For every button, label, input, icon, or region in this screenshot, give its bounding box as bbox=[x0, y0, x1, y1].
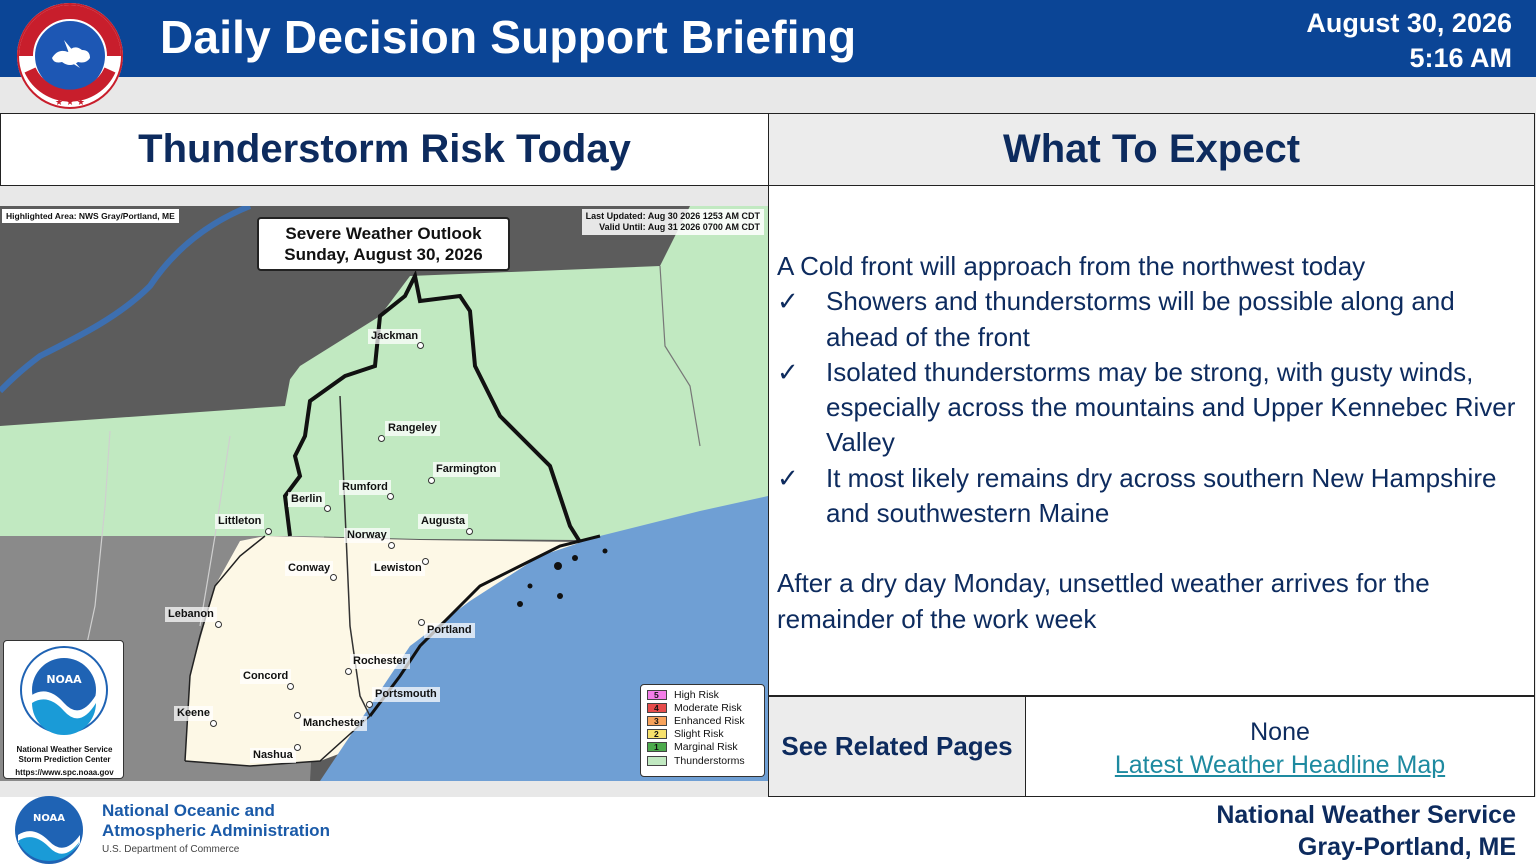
noaa-seal-icon bbox=[19, 645, 109, 735]
outlook-title-box bbox=[257, 217, 510, 271]
outlook-title-line1: Severe Weather Outlook bbox=[285, 224, 482, 243]
footer bbox=[0, 797, 1536, 864]
noaa-name bbox=[102, 801, 330, 841]
city-dot bbox=[287, 683, 294, 690]
legend-label: High Risk bbox=[674, 688, 719, 701]
page-title: Daily Decision Support Briefing bbox=[160, 11, 857, 63]
legend-row bbox=[647, 688, 758, 701]
related-none: None bbox=[1250, 718, 1310, 746]
nws-office-line2: Gray-Portland, ME bbox=[1297, 833, 1516, 861]
city-label: Lebanon bbox=[165, 607, 217, 622]
check-icon: ✓ bbox=[777, 356, 799, 387]
map-update-info bbox=[582, 209, 764, 235]
city-label: Manchester bbox=[300, 716, 367, 731]
city-label: Conway bbox=[285, 561, 333, 576]
city-dot bbox=[422, 558, 429, 565]
city-label: Augusta bbox=[418, 514, 468, 529]
svg-text:★ ★ ★: ★ ★ ★ bbox=[55, 98, 85, 108]
expect-outro: After a dry day Monday, unsettled weather arrives for the remainder of the work week bbox=[777, 568, 1430, 634]
legend-label: Marginal Risk bbox=[674, 741, 738, 754]
city-label: Concord bbox=[240, 669, 291, 684]
noaa-name-line2: Atmospheric Administration bbox=[102, 821, 330, 840]
city-dot bbox=[324, 505, 331, 512]
city-label: Rumford bbox=[339, 480, 391, 495]
city-dot bbox=[294, 744, 301, 751]
city-dot bbox=[388, 542, 395, 549]
outlook-title-line2: Sunday, August 30, 2026 bbox=[284, 245, 483, 264]
risk-legend bbox=[640, 684, 765, 777]
svg-text:NOAA: NOAA bbox=[32, 813, 66, 824]
legend-row bbox=[647, 741, 758, 754]
city-dot bbox=[428, 477, 435, 484]
check-icon: ✓ bbox=[777, 462, 799, 493]
city-label: Lewiston bbox=[371, 561, 425, 576]
city-dot bbox=[417, 342, 424, 349]
legend-label: Enhanced Risk bbox=[674, 714, 745, 727]
city-dot bbox=[345, 668, 352, 675]
nws-office bbox=[1216, 799, 1516, 863]
briefing-datetime bbox=[1306, 6, 1512, 76]
expect-bullet bbox=[777, 355, 1529, 461]
legend-swatch: 5 bbox=[647, 690, 667, 700]
legend-swatch: 2 bbox=[647, 729, 667, 739]
thunderstorm-risk-heading bbox=[0, 113, 769, 186]
city-dot bbox=[418, 619, 425, 626]
spc-credit-line2: Storm Prediction Center bbox=[18, 755, 111, 764]
spc-credit-box bbox=[3, 640, 124, 779]
city-dot bbox=[378, 435, 385, 442]
nws-logo-icon bbox=[12, 2, 132, 110]
noaa-name-line1: National Oceanic and bbox=[102, 801, 275, 820]
city-label: Norway bbox=[344, 528, 390, 543]
briefing-date: August 30, 2026 bbox=[1306, 8, 1512, 38]
legend-row bbox=[647, 701, 758, 714]
latest-weather-headline-map-link[interactable]: Latest Weather Headline Map bbox=[1114, 751, 1446, 779]
expect-bullet bbox=[777, 461, 1529, 532]
check-icon: ✓ bbox=[777, 286, 799, 317]
city-label: Littleton bbox=[215, 514, 264, 529]
legend-row bbox=[647, 714, 758, 727]
spc-credit-line1: National Weather Service bbox=[16, 745, 113, 754]
city-label: Farmington bbox=[433, 462, 500, 477]
legend-row bbox=[647, 728, 758, 741]
legend-row bbox=[647, 754, 758, 767]
city-label: Keene bbox=[174, 706, 213, 721]
expect-bullet bbox=[777, 284, 1529, 355]
last-updated: Last Updated: Aug 30 2026 1253 AM CDT bbox=[585, 211, 760, 221]
briefing-time: 5:16 AM bbox=[1409, 43, 1512, 73]
legend-swatch: 1 bbox=[647, 742, 667, 752]
legend-label: Thunderstorms bbox=[674, 754, 745, 767]
city-dot bbox=[265, 528, 272, 535]
nws-office-line1: National Weather Service bbox=[1216, 801, 1516, 829]
what-to-expect-title: What To Expect bbox=[1002, 127, 1301, 171]
expect-bullet-text: Isolated thunderstorms may be strong, with gusty winds, especially across the mountains and Upper Kennebec River Valley bbox=[826, 356, 1516, 458]
noaa-dept: U.S. Department of Commerce bbox=[102, 844, 240, 855]
noaa-logo-icon bbox=[14, 795, 84, 864]
legend-swatch: 4 bbox=[647, 703, 667, 713]
what-to-expect-panel bbox=[768, 185, 1535, 696]
spacer bbox=[777, 531, 1529, 566]
highlighted-area-label: Highlighted Area: NWS Gray/Portland, ME bbox=[2, 209, 179, 223]
what-to-expect-heading bbox=[768, 113, 1535, 186]
expect-intro: A Cold front will approach from the northwest today bbox=[777, 251, 1366, 281]
expect-text bbox=[777, 249, 1529, 637]
related-pages bbox=[768, 696, 1535, 797]
thunderstorm-risk-title: Thunderstorm Risk Today bbox=[138, 127, 631, 171]
legend-swatch bbox=[647, 756, 667, 766]
related-pages-links bbox=[1025, 696, 1535, 797]
legend-label: Slight Risk bbox=[674, 728, 724, 741]
related-pages-label: See Related Pages bbox=[768, 696, 1026, 797]
city-label: Jackman bbox=[368, 329, 421, 344]
svg-text:NOAA: NOAA bbox=[46, 673, 82, 686]
severe-outlook-map bbox=[0, 206, 768, 781]
city-label: Portland bbox=[424, 623, 475, 638]
expect-bullet-text: It most likely remains dry across southern New Hampshire and southwestern Maine bbox=[826, 462, 1497, 529]
city-dot bbox=[366, 701, 373, 708]
city-label: Rangeley bbox=[385, 421, 440, 436]
legend-swatch: 3 bbox=[647, 716, 667, 726]
city-dot bbox=[466, 528, 473, 535]
city-dot bbox=[294, 712, 301, 719]
valid-until: Valid Until: Aug 31 2026 0700 AM CDT bbox=[599, 222, 760, 232]
city-label: Portsmouth bbox=[372, 687, 440, 702]
city-label: Berlin bbox=[288, 492, 325, 507]
spc-url: https://www.spc.noaa.gov bbox=[15, 768, 114, 777]
header-bar bbox=[0, 0, 1536, 77]
city-label: Rochester bbox=[350, 654, 410, 669]
city-dot bbox=[210, 720, 217, 727]
city-dot bbox=[330, 574, 337, 581]
legend-label: Moderate Risk bbox=[674, 701, 742, 714]
city-dot bbox=[215, 621, 222, 628]
expect-bullet-text: Showers and thunderstorms will be possible along and ahead of the front bbox=[826, 286, 1455, 352]
city-dot bbox=[387, 493, 394, 500]
city-label: Nashua bbox=[250, 748, 296, 763]
